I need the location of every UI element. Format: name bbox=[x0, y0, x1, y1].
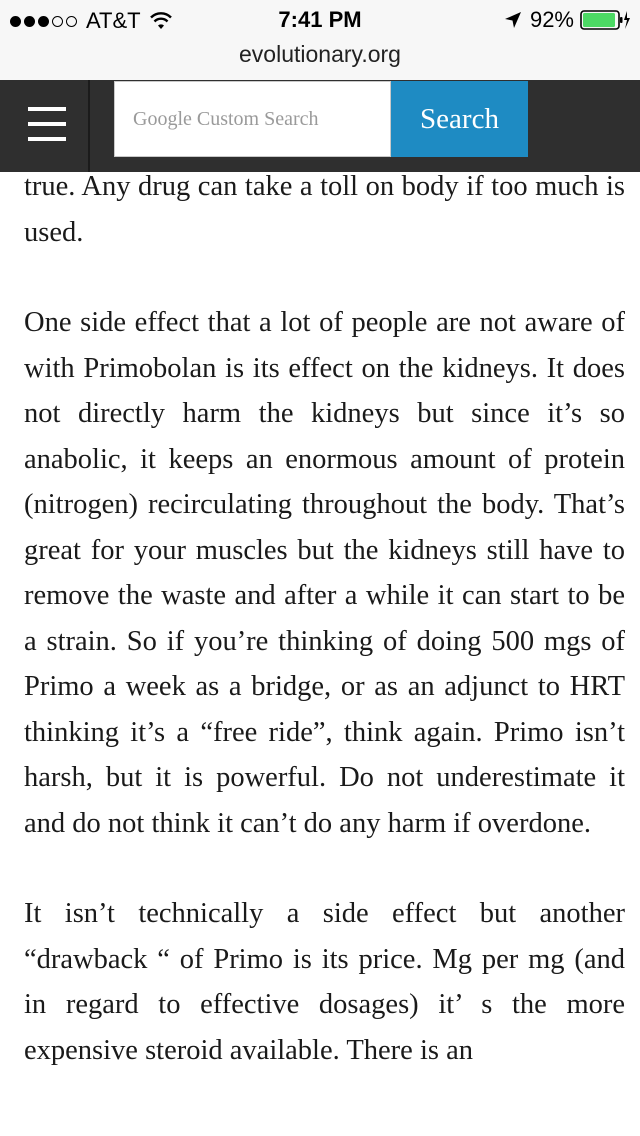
status-clock: 7:41 PM bbox=[278, 7, 362, 32]
charging-bolt-icon bbox=[624, 11, 630, 29]
menu-bar bbox=[28, 107, 66, 111]
article-paragraph: true. Any drug can take a toll on body if too much is used. bbox=[24, 171, 625, 248]
location-arrow-icon bbox=[504, 11, 522, 29]
hamburger-icon[interactable] bbox=[0, 80, 90, 172]
status-right bbox=[504, 7, 630, 33]
article-paragraph: It isn’t technically a side effect but another “drawback “ of Primo is its price. Mg per mg (and in regard to effective dosages) it’ s the more expensive steroid available. There is an bbox=[24, 898, 625, 1066]
search-input[interactable] bbox=[114, 81, 391, 157]
menu-bar bbox=[28, 137, 66, 141]
search-button[interactable]: Search bbox=[391, 81, 528, 157]
menu-bar bbox=[28, 122, 66, 126]
status-bar bbox=[0, 0, 640, 40]
battery-icon bbox=[580, 9, 630, 31]
url-bar[interactable] bbox=[0, 40, 640, 80]
article-body bbox=[24, 164, 625, 1118]
battery-percent: 92% bbox=[529, 7, 574, 32]
url-text: evolutionary.org bbox=[239, 41, 401, 67]
site-header bbox=[0, 80, 640, 172]
carrier-label: AT&T bbox=[86, 8, 141, 33]
article-paragraph: One side effect that a lot of people are not aware of with Primobolan is its effect on the kidneys. It does not directly harm the kidneys but since it’s so anabolic, it keeps an enormous amount of protein (nitrogen) recirculating throughout the body. That’s great for your muscles but the kidneys still have to remove the waste and after a while it can start to be a strain. So if you’re thinking of doing 500 mgs of Primo a week as a bridge, or as an adjunct to HRT thinking it’s a “free ride”, think again. Primo isn’t harsh, but it is powerful. Do not underestimate it and do not think it can’t do any harm if overdone. bbox=[24, 307, 625, 839]
